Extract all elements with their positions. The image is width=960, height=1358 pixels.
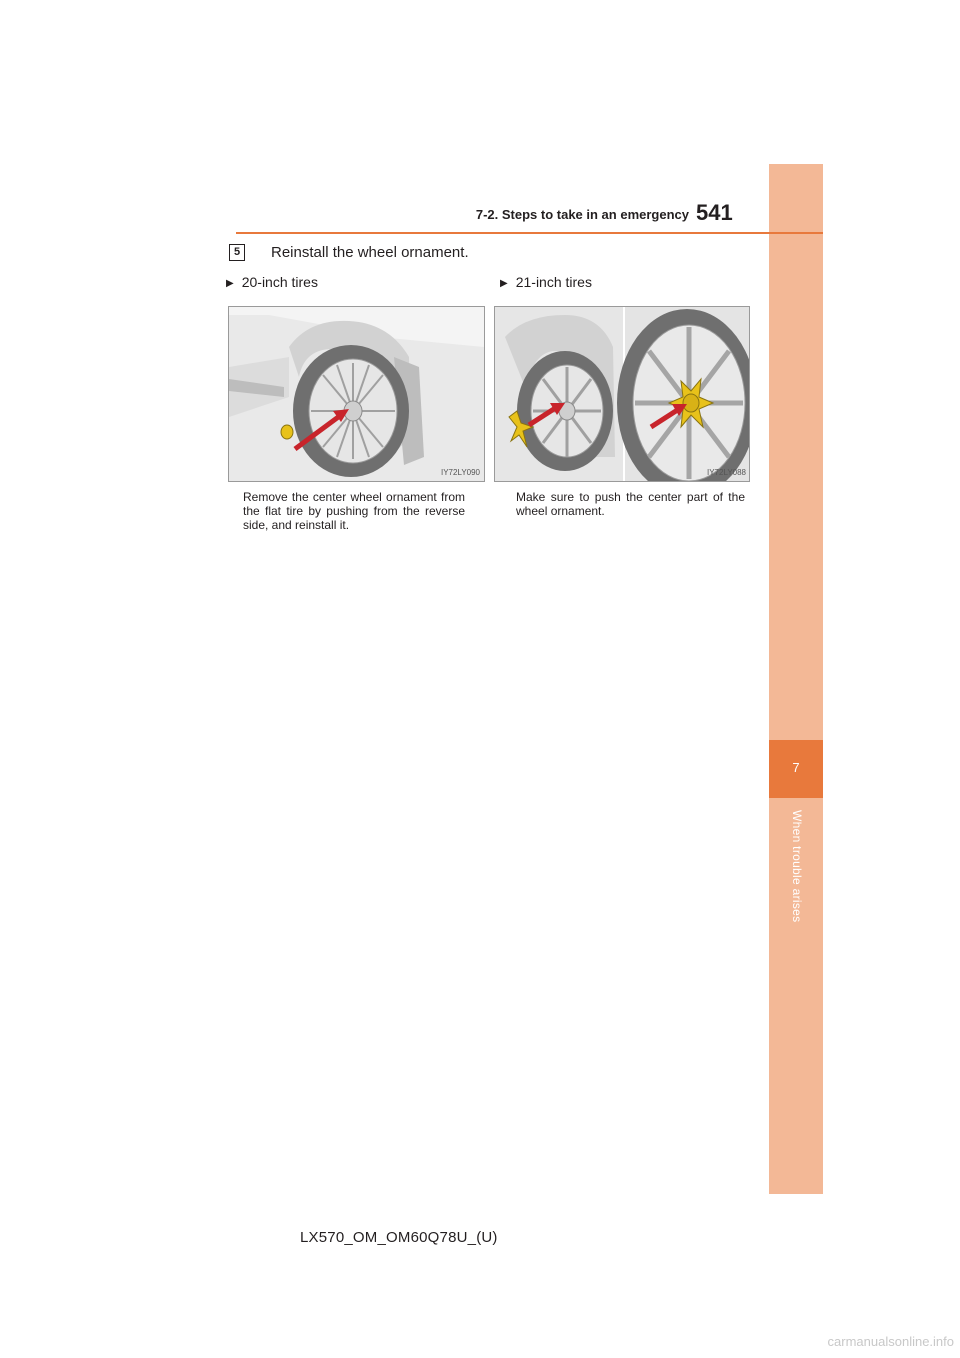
caption-20-inch: Remove the center wheel ornament from the flat tire by pushing from the reverse side, and reinstall it. <box>243 490 465 532</box>
figure-21-inch-wheel <box>494 306 750 482</box>
chapter-title <box>772 810 820 940</box>
header-rule <box>236 232 823 234</box>
side-tab <box>769 164 823 1194</box>
bullet-label: 20-inch tires <box>241 274 318 290</box>
caption-21-inch: Make sure to push the center part of the wheel ornament. <box>516 490 745 518</box>
chapter-number: 7 <box>792 760 800 775</box>
bullet-label: 21-inch tires <box>515 274 592 290</box>
triangle-bullet-icon: ▶ <box>500 278 508 289</box>
figure-id: IY72LY090 <box>441 468 480 477</box>
watermark: carmanualsonline.info <box>827 1334 954 1349</box>
figure-id: IY72LY088 <box>707 468 746 477</box>
bullet-21-inch <box>500 274 592 290</box>
chapter-tab <box>769 740 823 798</box>
triangle-bullet-icon: ▶ <box>226 278 234 289</box>
step-text: Reinstall the wheel ornament. <box>271 244 469 261</box>
document-code: LX570_OM_OM60Q78U_(U) <box>300 1229 498 1246</box>
wheel-illustration-20-inch <box>229 307 484 481</box>
figure-20-inch-wheel <box>228 306 485 482</box>
bullet-20-inch <box>226 274 318 290</box>
page-number: 541 <box>696 200 733 225</box>
section-title: 7-2. Steps to take in an emergency <box>475 207 689 222</box>
step-number-badge: 5 <box>229 244 245 261</box>
chapter-title-text: When trouble arises <box>790 810 804 923</box>
wheel-illustration-21-inch <box>495 307 749 481</box>
